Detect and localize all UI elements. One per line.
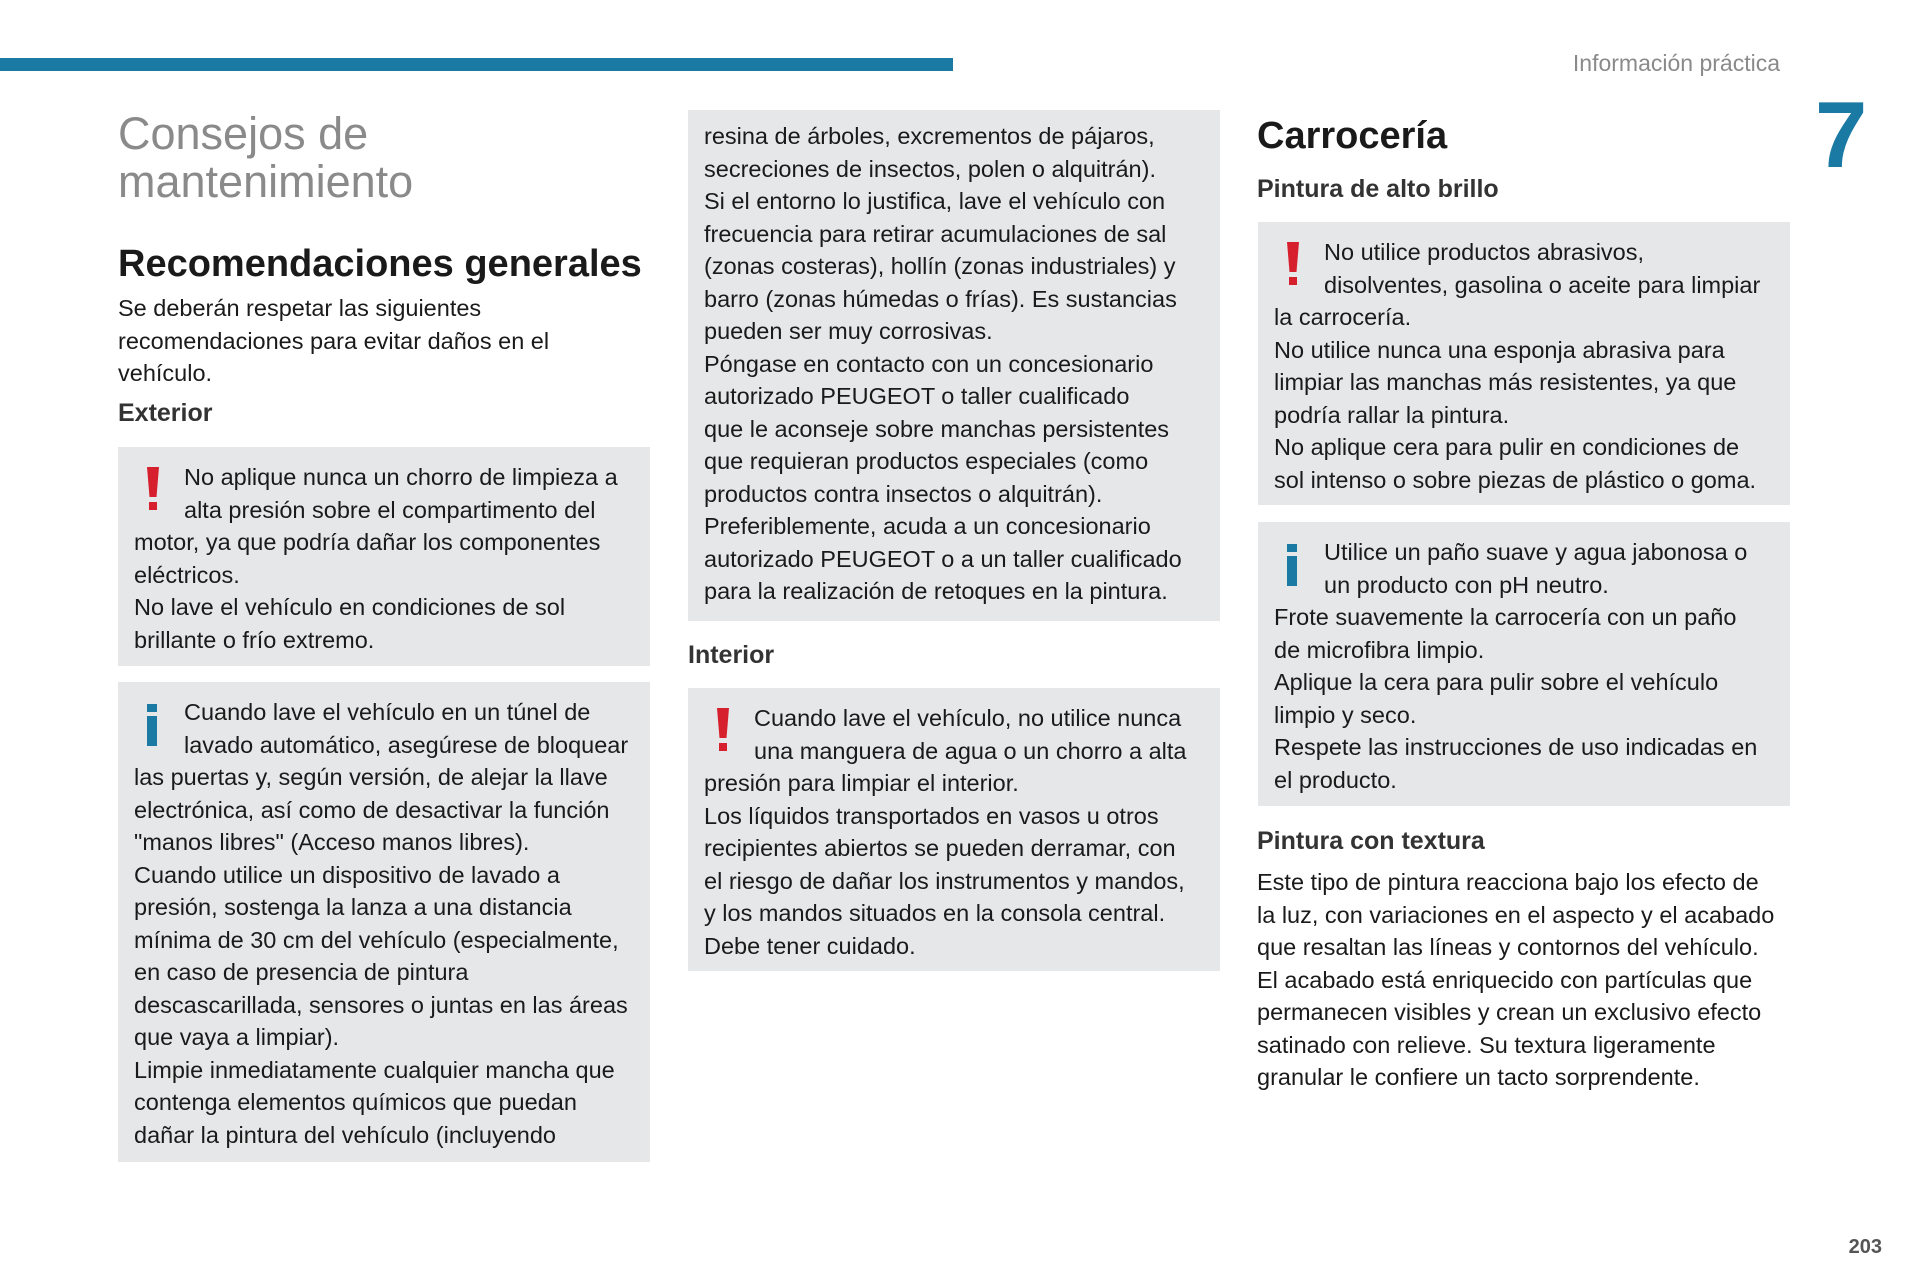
info-icon <box>1284 542 1300 588</box>
box-line: presión, sostenga la lanza a una distancia <box>134 894 572 920</box>
box-line: (zonas costeras), hollín (zonas industriales) y <box>704 253 1176 279</box>
text-line: satinado con relieve. Su textura ligeramente <box>1257 1031 1716 1058</box>
box-line: Si el entorno lo justifica, lave el vehículo con <box>704 188 1166 214</box>
page-title-line2: mantenimiento <box>118 156 414 207</box>
intro-line: vehículo. <box>118 360 213 386</box>
box-line: disolventes, gasolina o aceite para limpiar <box>1324 271 1761 298</box>
box-line: No utilice productos abrasivos, <box>1324 239 1645 265</box>
box-line: No utilice nunca una esponja abrasiva para <box>1274 336 1725 363</box>
box-line: un producto con pH neutro. <box>1324 571 1609 598</box>
warning-icon <box>1284 240 1302 288</box>
box-line: Los líquidos transportados en vasos u otros <box>704 802 1159 829</box>
section-label: Información práctica <box>1572 50 1780 76</box>
box-line: alta presión sobre el compartimento del <box>184 496 596 523</box>
box-line: motor, ya que podría dañar los componentes <box>134 529 601 555</box>
intro-line: Se deberán respetar las siguientes <box>118 295 482 321</box>
box-line: Utilice un paño suave y agua jabonosa o <box>1324 539 1748 565</box>
box-line: No aplique cera para pulir en condiciones de <box>1274 434 1740 460</box>
box-line: mínima de 30 cm del vehículo (especialmente, <box>134 926 619 953</box>
box-line: Cuando lave el vehículo en un túnel de <box>184 699 591 725</box>
box-line: Cuando lave el vehículo, no utilice nunca <box>754 705 1182 731</box>
box-line: pueden ser muy corrosivas. <box>704 318 993 344</box>
textured-paint-heading: Pintura con textura <box>1257 827 1485 855</box>
text-line: granular le confiere un tacto sorprendente. <box>1257 1064 1700 1090</box>
box-line: frecuencia para retirar acumulaciones de sal <box>704 220 1167 247</box>
box-line: podría rallar la pintura. <box>1274 401 1510 428</box>
box-line: y los mandos situados en la consola central. <box>704 900 1166 926</box>
exterior-info-box <box>118 682 650 1162</box>
box-line: recipientes abiertos se pueden derramar, con <box>704 835 1176 861</box>
header-accent-bar <box>0 58 953 71</box>
text-line: la luz, con variaciones en el aspecto y el acabado <box>1257 901 1775 928</box>
bodywork-warning-box <box>1258 222 1790 505</box>
box-line: autorizado PEUGEOT o taller cualificado <box>704 383 1130 409</box>
text-line: Este tipo de pintura reacciona bajo los efecto de <box>1257 869 1759 895</box>
bodywork-info-box <box>1258 522 1790 806</box>
box-line: secreciones de insectos, polen o alquitrán). <box>704 155 1156 182</box>
box-line: descascarillada, sensores o juntas en las áreas <box>134 991 628 1018</box>
box-line: Frote suavemente la carrocería con un paño <box>1274 604 1737 630</box>
box-line: autorizado PEUGEOT o a un taller cualificado <box>704 545 1182 572</box>
box-line: resina de árboles, excrementos de pájaros, <box>704 123 1155 149</box>
continued-info-box <box>688 110 1220 621</box>
box-line: dañar la pintura del vehículo (incluyendo <box>134 1121 556 1148</box>
box-line: No lave el vehículo en condiciones de sol <box>134 594 566 620</box>
box-line: en caso de presencia de pintura <box>134 959 469 985</box>
box-line: barro (zonas húmedas o frías). Es sustancias <box>704 285 1177 312</box>
chapter-number: 7 <box>1815 82 1868 187</box>
box-line: productos contra insectos o alquitrán). <box>704 480 1103 507</box>
box-line: contenga elementos químicos que puedan <box>134 1089 577 1115</box>
box-line: de microfibra limpio. <box>1274 636 1485 663</box>
box-line: "manos libres" (Acceso manos libres). <box>134 829 530 855</box>
box-line: una manguera de agua o un chorro a alta <box>754 737 1187 764</box>
box-line: el riesgo de dañar los instrumentos y mandos, <box>704 867 1185 894</box>
box-line: Respete las instrucciones de uso indicadas en <box>1274 734 1758 760</box>
text-line: El acabado está enriquecido con partículas que <box>1257 966 1753 993</box>
exterior-heading: Exterior <box>118 399 213 427</box>
box-line: las puertas y, según versión, de alejar la llave <box>134 764 608 790</box>
box-line: limpiar las manchas más resistentes, ya que <box>1274 369 1737 395</box>
box-line: lavado automático, asegúrese de bloquear <box>184 731 629 758</box>
box-line: que requieran productos especiales (como <box>704 448 1149 474</box>
box-line: Debe tener cuidado. <box>704 932 916 959</box>
text-line: permanecen visibles y crean un exclusivo efecto <box>1257 999 1762 1025</box>
box-line: Preferiblemente, acuda a un concesionario <box>704 513 1151 539</box>
general-recommendations-heading: Recomendaciones generales <box>118 243 642 285</box>
info-icon <box>144 702 160 748</box>
text-line: que resaltan las líneas y contornos del vehículo. <box>1257 934 1759 960</box>
interior-warning-box <box>688 688 1220 971</box>
box-line: electrónica, así como de desactivar la función <box>134 796 610 823</box>
box-line: el producto. <box>1274 766 1397 793</box>
high-gloss-paint-heading: Pintura de alto brillo <box>1257 175 1499 203</box>
page-title <box>118 110 648 206</box>
box-line: No aplique nunca un chorro de limpieza a <box>184 464 618 490</box>
warning-icon <box>144 465 162 513</box>
box-line: para la realización de retoques en la pintura. <box>704 578 1168 604</box>
interior-heading: Interior <box>688 641 775 669</box>
box-line: sol intenso o sobre piezas de plástico o goma. <box>1274 466 1757 493</box>
general-intro <box>118 292 648 390</box>
box-line: que vaya a limpiar). <box>134 1024 340 1050</box>
intro-line: recomendaciones para evitar daños en el <box>118 327 550 354</box>
box-line: Cuando utilice un dispositivo de lavado a <box>134 861 560 888</box>
exterior-warning-box <box>118 447 650 666</box>
warning-icon <box>714 706 732 754</box>
box-line: presión para limpiar el interior. <box>704 770 1019 796</box>
box-line: Aplique la cera para pulir sobre el vehículo <box>1274 669 1719 695</box>
box-line: brillante o frío extremo. <box>134 626 375 653</box>
box-line: Limpie inmediatamente cualquier mancha que <box>134 1056 615 1083</box>
box-line: limpio y seco. <box>1274 701 1417 728</box>
box-line: Póngase en contacto con un concesionario <box>704 350 1154 377</box>
bodywork-heading: Carrocería <box>1257 115 1448 157</box>
box-line: que le aconseje sobre manchas persistentes <box>704 415 1170 442</box>
textured-paint-text <box>1257 866 1797 1094</box>
page-number: 203 <box>1848 1236 1882 1258</box>
page-title-line1: Consejos de <box>118 108 369 159</box>
box-line: la carrocería. <box>1274 304 1412 330</box>
box-line: eléctricos. <box>134 561 240 588</box>
